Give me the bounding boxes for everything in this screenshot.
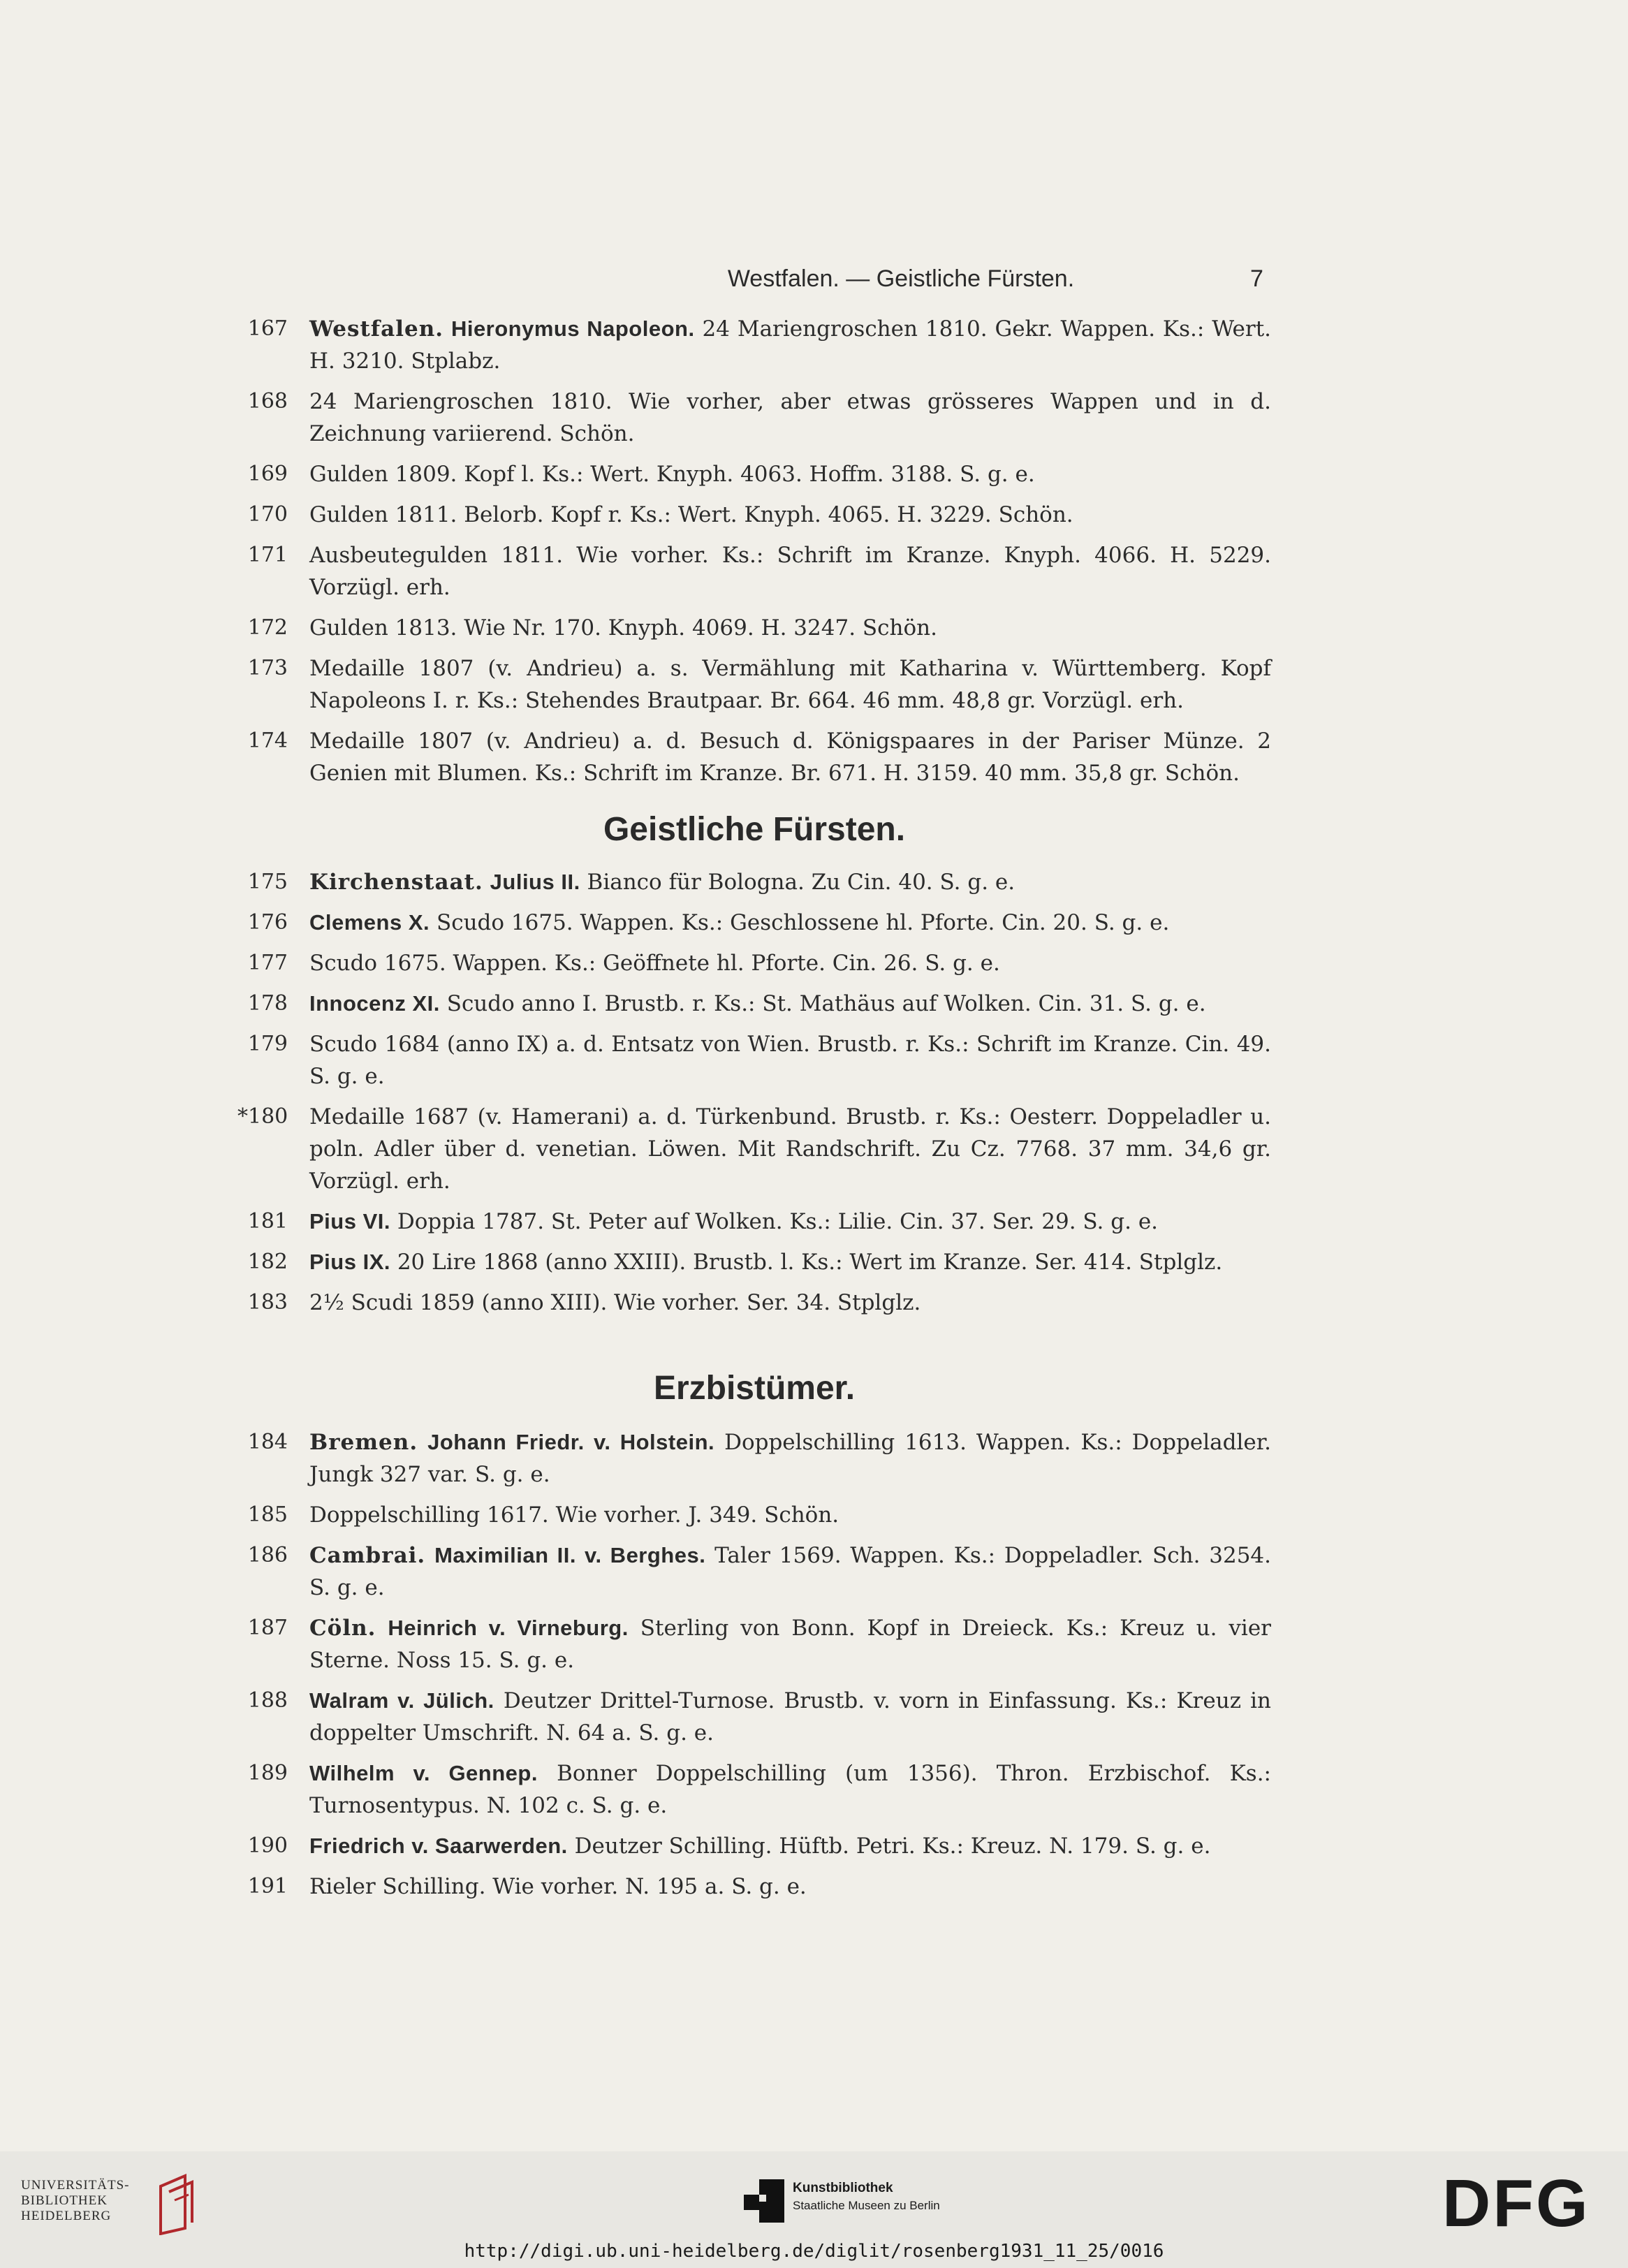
catalogue-entry [237, 1287, 1271, 1319]
entry-number: 170 [247, 502, 288, 527]
section-title-erzbistuemer: Erzbistümer. [653, 1370, 856, 1407]
entry-ruler: Julius II. [490, 870, 580, 894]
entry-number: 183 [247, 1290, 288, 1315]
entry-number: 167 [247, 316, 288, 341]
entry-description: 20 Lire 1868 (anno XXIII). Brustb. l. Ks.: Wert im Kranze. Ser. 414. Stplglz. [390, 1250, 1223, 1275]
entry-description: 24 Mariengroschen 1810. Gekr. Wappen. Ks.: Wert. H. 3210. Stplabz. [309, 316, 1272, 374]
catalogue-entry [237, 1028, 1271, 1092]
entry-description: Doppelschilling 1613. Wappen. Ks.: Doppeladler. Jungk 327 var. S. g. e. [309, 1430, 1271, 1487]
entry-ruler: Pius IX. [309, 1250, 390, 1274]
entry-region: Kirchenstaat. [309, 870, 483, 895]
catalogue-entry [237, 907, 1271, 939]
ub-logo-line: BIBLIOTHEK [21, 2193, 108, 2208]
entry-number: 179 [247, 1032, 288, 1056]
catalogue-entry [237, 1101, 1271, 1197]
entry-description: Medaille 1807 (v. Andrieu) a. s. Vermählung mit Katharina v. Württemberg. Kopf Napoleons I. r. Ks.: Stehendes Brautpaar. Br. 664. 46 mm. 48,8 gr. Vorzügl. erh. [309, 656, 1271, 713]
section-title-geistliche: Geistliche Fürsten. [603, 811, 906, 848]
kunstbibliothek-line2: Staatliche Museen zu Berlin [793, 2199, 940, 2212]
entry-ruler: Hieronymus Napoleon. [450, 316, 695, 341]
catalogue-entry [237, 499, 1271, 531]
kunstbibliothek-logo[interactable] [744, 2179, 1037, 2228]
catalogue-entry [237, 1539, 1271, 1604]
entry-region: Cöln. [309, 1616, 376, 1641]
entry-description: Deutzer Drittel-Turnose. Brustb. v. vorn in Einfassung. Ks.: Kreuz in doppelter Umschrift. N. 64 a. S. g. e. [309, 1688, 1271, 1746]
entry-number: 177 [247, 951, 288, 975]
entry-number: 172 [247, 615, 288, 640]
entry-number: 188 [247, 1688, 288, 1713]
entry-ruler: Innocenz XI. [309, 991, 440, 1016]
kunstbibliothek-mark-icon [744, 2179, 784, 2223]
entry-description: Bianco für Bologna. Zu Cin. 40. S. g. e. [580, 870, 1015, 895]
entry-description: Taler 1569. Wappen. Ks.: Doppeladler. Sch. 3254. S. g. e. [309, 1543, 1271, 1600]
catalogue-entry [237, 1612, 1271, 1676]
page-number: 7 [1250, 265, 1263, 292]
entry-description: 2½ Scudi 1859 (anno XIII). Wie vorher. Ser. 34. Stplglz. [309, 1290, 921, 1315]
entry-number: 186 [247, 1543, 288, 1567]
entry-number: 176 [247, 910, 288, 935]
section-westfalen [237, 313, 1271, 798]
catalogue-entry [237, 458, 1271, 490]
entry-number: 190 [247, 1834, 288, 1858]
entry-description: Gulden 1809. Kopf l. Ks.: Wert. Knyph. 4063. Hoffm. 3188. S. g. e. [309, 462, 1035, 487]
entry-ruler: Clemens X. [309, 910, 430, 935]
entry-region: Westfalen. [309, 316, 444, 342]
entry-description: Scudo anno I. Brustb. r. Ks.: St. Mathäus auf Wolken. Cin. 31. S. g. e. [439, 991, 1206, 1016]
catalogue-entry [237, 652, 1271, 717]
catalogue-entry [237, 386, 1271, 450]
catalogue-entry [237, 1871, 1271, 1903]
catalogue-entry [237, 1685, 1271, 1749]
catalogue-entry [237, 725, 1271, 789]
section-erzbistuemer [237, 1426, 1271, 1911]
entry-number: 178 [247, 991, 288, 1016]
entry-number: 187 [247, 1616, 288, 1640]
ub-emblem-icon [154, 2172, 203, 2235]
entry-number: 175 [247, 870, 288, 894]
entry-number: 171 [247, 543, 288, 567]
entry-ruler: Maximilian II. v. Berghes. [434, 1543, 706, 1567]
entry-description: Doppia 1787. St. Peter auf Wolken. Ks.: Lilie. Cin. 37. Ser. 29. S. g. e. [390, 1209, 1159, 1234]
catalogue-entry [237, 1757, 1271, 1822]
entry-number: 169 [247, 462, 288, 486]
entry-number: 189 [247, 1761, 288, 1785]
entry-description: Deutzer Schilling. Hüftb. Petri. Ks.: Kreuz. N. 179. S. g. e. [567, 1834, 1211, 1859]
catalogue-entry [237, 866, 1271, 898]
entry-number: 173 [247, 656, 288, 680]
entry-ruler: Walram v. Jülich. [309, 1688, 494, 1713]
catalogue-entry [237, 313, 1271, 377]
catalogue-entry [237, 1246, 1271, 1278]
entry-ruler: Heinrich v. Virneburg. [388, 1616, 629, 1640]
entry-number: 191 [247, 1874, 288, 1898]
ub-logo-line: HEIDELBERG [21, 2209, 112, 2223]
entry-ruler: Friedrich v. Saarwerden. [309, 1834, 568, 1858]
entry-region: Bremen. [309, 1430, 418, 1455]
entry-description: Medaille 1687 (v. Hamerani) a. d. Türkenbund. Brustb. r. Ks.: Oesterr. Doppeladler u. poln. Adler über d. venetian. Löwen. Mit Randschrift. Zu Cz. 7768. 37 mm. 34,6 gr. Vorzügl. erh. [309, 1104, 1271, 1194]
entry-description: Rieler Schilling. Wie vorher. N. 195 a. S. g. e. [309, 1874, 807, 1899]
entry-number: 174 [247, 729, 288, 753]
dfg-logo[interactable]: DFG [1442, 2166, 1590, 2241]
entry-number: 181 [247, 1209, 288, 1234]
entry-description: Scudo 1675. Wappen. Ks.: Geschlossene hl. Pforte. Cin. 20. S. g. e. [430, 910, 1170, 935]
entry-description: Bonner Doppelschilling (um 1356). Thron. Erzbischof. Ks.: Turnosentypus. N. 102 c. S. g. e. [309, 1761, 1271, 1818]
entry-ruler: Pius VI. [309, 1209, 390, 1234]
entry-description: Gulden 1811. Belorb. Kopf r. Ks.: Wert. Knyph. 4065. H. 3229. Schön. [309, 502, 1073, 527]
entry-ruler: Wilhelm v. Gennep. [309, 1761, 538, 1785]
entry-description: Scudo 1684 (anno IX) a. d. Entsatz von Wien. Brustb. r. Ks.: Schrift im Kranze. Cin. 49. S. g. e. [309, 1032, 1271, 1089]
entry-ruler: Johann Friedr. v. Holstein. [427, 1430, 715, 1454]
entry-description: 24 Mariengroschen 1810. Wie vorher, aber etwas grösseres Wappen und in d. Zeichnung variierend. Schön. [309, 389, 1271, 446]
entry-region: Cambrai. [309, 1543, 426, 1568]
section-geistliche [237, 866, 1271, 1327]
entry-description: Scudo 1675. Wappen. Ks.: Geöffnete hl. Pforte. Cin. 26. S. g. e. [309, 951, 1000, 976]
kunstbibliothek-line1: Kunstbibliothek [793, 2181, 893, 2195]
entry-number: 185 [247, 1502, 288, 1527]
catalogue-entry [237, 988, 1271, 1020]
ub-heidelberg-logo[interactable] [21, 2172, 203, 2235]
catalogue-entry [237, 947, 1271, 979]
source-url[interactable]: http://digi.ub.uni-heidelberg.de/diglit/rosenberg1931_11_25/0016 [464, 2241, 1164, 2262]
entry-description: Gulden 1813. Wie Nr. 170. Knyph. 4069. H. 3247. Schön. [309, 615, 937, 641]
entry-number: *180 [237, 1104, 288, 1129]
entry-number: 184 [247, 1430, 288, 1454]
entry-number: 182 [247, 1250, 288, 1274]
entry-number: 168 [247, 389, 288, 414]
entry-description: Sterling von Bonn. Kopf in Dreieck. Ks.: Kreuz u. vier Sterne. Noss 15. S. g. e. [309, 1616, 1272, 1673]
entry-description: Doppelschilling 1617. Wie vorher. J. 349. Schön. [309, 1502, 839, 1528]
entry-description: Ausbeutegulden 1811. Wie vorher. Ks.: Schrift im Kranze. Knyph. 4066. H. 5229. Vorzügl. erh. [309, 543, 1271, 600]
catalogue-entry [237, 1499, 1271, 1531]
catalogue-entry [237, 539, 1271, 603]
catalogue-entry [237, 612, 1271, 644]
catalogue-entry [237, 1426, 1271, 1491]
catalogue-entry [237, 1206, 1271, 1238]
running-head: Westfalen. — Geistliche Fürsten. [727, 265, 1075, 292]
entry-description: Medaille 1807 (v. Andrieu) a. d. Besuch d. Königspaares in der Pariser Münze. 2 Genien mit Blumen. Ks.: Schrift im Kranze. Br. 671. H. 3159. 40 mm. 35,8 gr. Schön. [309, 729, 1271, 786]
catalogue-entry [237, 1830, 1271, 1862]
ub-logo-line: UNIVERSITÄTS- [21, 2178, 130, 2193]
